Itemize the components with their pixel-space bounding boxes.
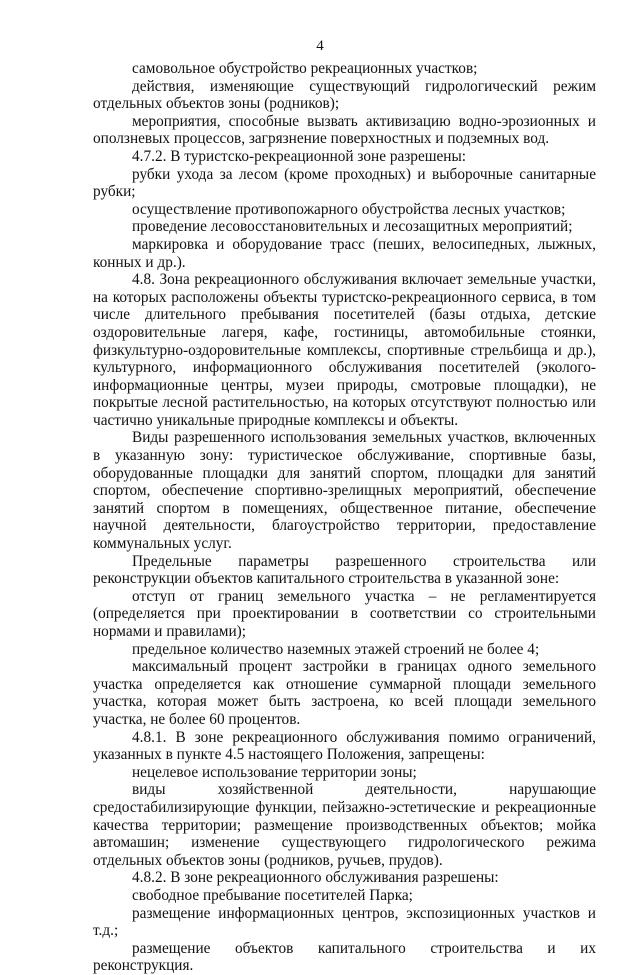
document-body xyxy=(93,60,596,975)
paragraph: Виды разрешенного использования земельных участков, включенных в указанную зону: туристическое обслуживание, спортивные базы, оборудованные площадки для занятий спортом, площадки для занятий спортом, обеспечение спортивно-зрелищных мероприятий, обеспечение занятий спортом в помещениях, общественное питание, обеспечение научной деятельности, благоустройство территории, предоставление коммунальных услуг. xyxy=(93,429,596,553)
paragraph: свободное пребывание посетителей Парка; xyxy=(132,886,413,904)
section-heading: 4.8.2. В зоне рекреационного обслуживания разрешены: xyxy=(132,869,499,887)
paragraph: осуществление противопожарного обустройства лесных участков; xyxy=(132,200,566,218)
paragraph: рубки ухода за лесом (кроме проходных) и выборочные санитарные рубки; xyxy=(93,165,596,201)
paragraph: мероприятия, способные вызвать активизацию водно-эрозионных и оползневых процессов, загрязнение поверхностных и подземных вод. xyxy=(93,112,596,148)
paragraph: виды хозяйственной деятельности, нарушающие средостабилизирующие функции, пейзажно-эстетические и рекреационные качества территории; размещение производственных объектов; мойка автомашин; изменение существующего гидрологического режима отдельных объектов зоны (родников, ручьев, прудов). xyxy=(93,781,596,869)
paragraph: нецелевое использование территории зоны; xyxy=(132,763,417,781)
page-number: 4 xyxy=(316,38,324,54)
paragraph: самовольное обустройство рекреационных участков; xyxy=(132,60,478,77)
paragraph: Предельные параметры разрешенного строительства или реконструкции объектов капитального строительства в указанной зоне: xyxy=(93,552,596,588)
paragraph: размещение информационных центров, экспозиционных участков и т.д.; xyxy=(93,904,596,940)
paragraph: маркировка и оборудование трасс (пеших, велосипедных, лыжных, конных и др.). xyxy=(93,235,596,271)
section-paragraph: 4.8. Зона рекреационного обслуживания включает земельные участки, на которых расположены объекты туристско-рекреационного сервиса, в том числе длительного пребывания посетителей (базы отдыха, детские оздоровительные лагеря, кафе, гостиницы, автомобильные стоянки, физкультурно-оздоровительные комплексы, спортивные стрельбища и др.), культурного, информационного обслуживания посетителей (эколого-информационные центры, музеи природы, смотровые площадки), не покрытые лесной растительностью, на которых отсутствуют полностью или частично уникальные природные комплексы и объекты. xyxy=(93,271,596,429)
paragraph: проведение лесовосстановительных и лесозащитных мероприятий; xyxy=(132,218,573,236)
paragraph: предельное количество наземных этажей строений не более 4; xyxy=(132,640,540,658)
paragraph: действия, изменяющие существующий гидрологический режим отдельных объектов зоны (родников); xyxy=(93,77,596,113)
paragraph: максимальный процент застройки в границах одного земельного участка определяется как отношение суммарной площади земельного участка, которая может быть застроена, ко всей площади земельного участка, не более 60 процентов. xyxy=(93,658,596,728)
section-heading: 4.7.2. В туристско-рекреационной зоне разрешены: xyxy=(132,147,467,165)
section-paragraph: 4.8.1. В зоне рекреационного обслуживания помимо ограничений, указанных в пункте 4.5 настоящего Положения, запрещены: xyxy=(93,728,596,764)
paragraph: размещение объектов капитального строительства и их реконструкция. xyxy=(93,939,596,975)
paragraph: отступ от границ земельного участка – не регламентируется (определяется при проектировании в соответствии со строительными нормами и правилами); xyxy=(93,587,596,640)
